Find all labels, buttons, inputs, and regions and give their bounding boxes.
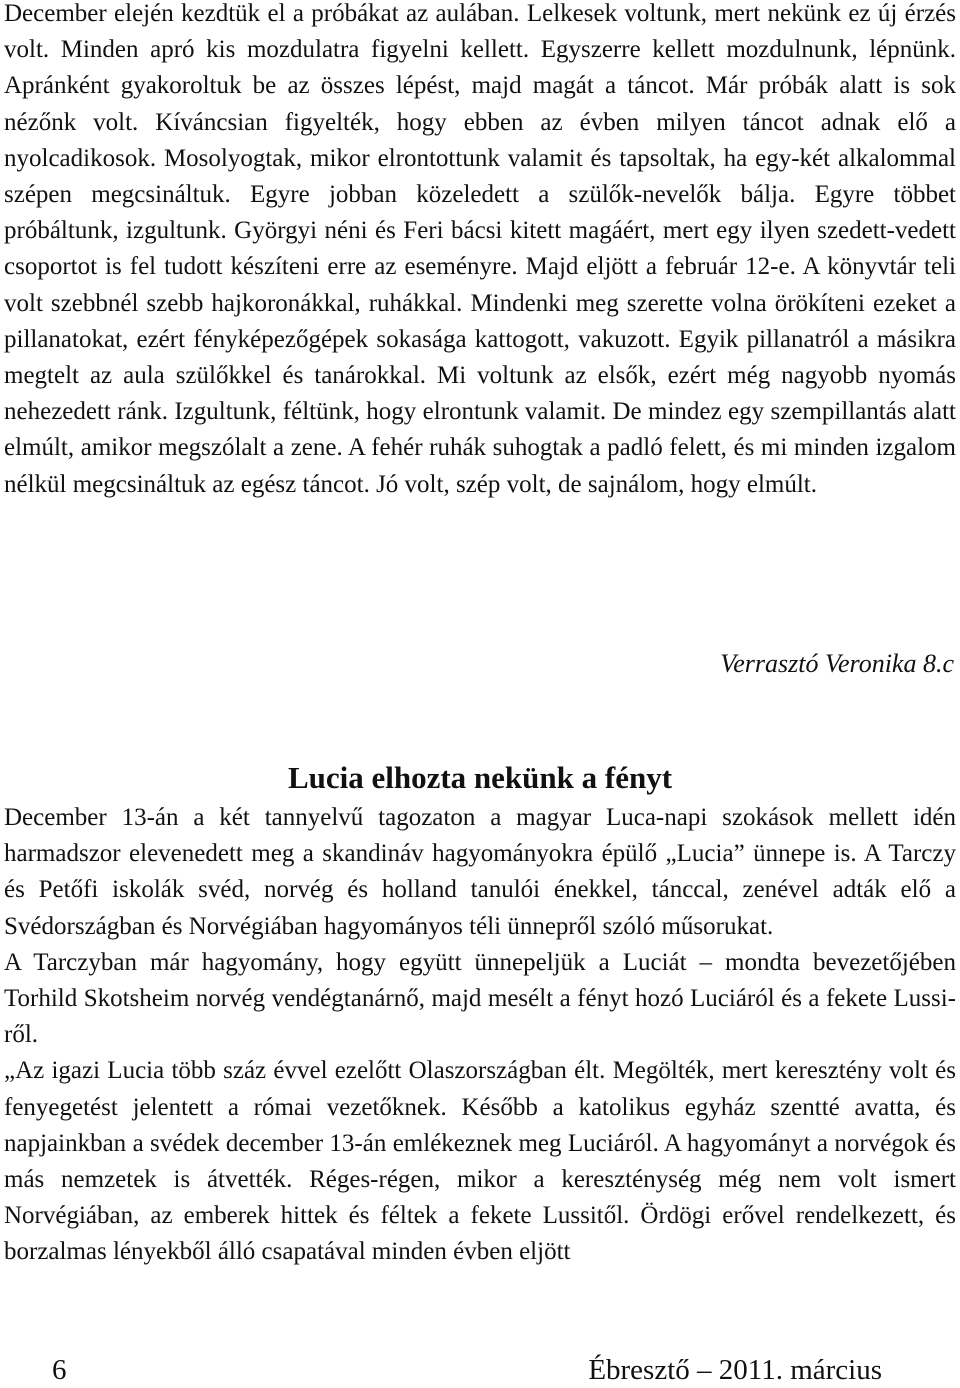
page-footer	[0, 1352, 960, 1388]
dance-article-paragraph: December elején kezdtük el a próbákat az aulában. Lelkesek voltunk, mert nekünk ez új érzés volt. Minden apró kis mozdulatra figyelni kellett. Egyszerre kellett mozdulnunk, lépnünk. Apránként gyakoroltuk be az összes lépést, majd magát a táncot. Már próbák alatt is sok nézőnk volt. Kíváncsian figyelték, hogy ebben az évben milyen táncot adnak elő a nyolcadikosok. Mosolyogtak, mikor elrontottunk valamit és tapsoltak, ha egy-két alkalommal szépen megcsináltuk. Egyre jobban közeledett a szülők-nevelők bálja. Egyre többet próbáltunk, izgultunk. Györgyi néni és Feri bácsi kitett magáért, mert egy ilyen szedett-vedett csoportot is fel tudott készíteni erre az eseményre. Majd eljött a február 12-e. A könyvtár teli volt szebbnél szebb hajkoronákkal, ruhákkal. Mindenki meg szerette volna örökíteni ezeket a pillanatokat, ezért fényképezőgépek sokasága kattogott, vakuzott. Egyik pillanatról a másikra megtelt az aula szülőkkel és tanárokkal. Mi voltunk az elsők, ezért még nagyobb nyomás nehezedett ránk. Izgultunk, féltünk, hogy elrontunk valamit. De mindez egy szempillantás alatt elmúlt, amikor megszólalt a zene. A fehér ruhák suhogtak a padló felett, és mi minden izgalom nélkül megcsináltuk az egész táncot. Jó volt, szép volt, de sajnálom, hogy elmúlt.	[4, 0, 956, 498]
lucia-article-paragraph-1: December 13-án a két tannyelvű tagozaton a magyar Luca-napi szokások mellett idén harmadszor elevenedett meg a skandináv hagyományokra épülő „Lucia” ünnepe is. A Tarczy és Petőfi iskolák svéd, norvég és holland tanulói énekkel, tánccal, zenével adták elő a Svédországban és Norvégiában hagyományos téli ünnepről szóló műsorukat.	[4, 804, 956, 940]
lucia-article-paragraph-3: „Az igazi Lucia több száz évvel ezelőtt Olaszországban élt. Megölték, mert keresztény volt és fenyegetést jelentett a római vezetőknek. Később a katolikus egyház szentté avatta, és napjainkban a svédek december 13-án emlékeznek meg Luciáról. A hagyományt a norvégok és más nemzetek is átvették. Réges-régen, mikor a kereszténység még nem volt ismert Norvégiában, az emberek hittek és féltek a fekete Lussitől. Ördögi erővel rendelkezett, és borzalmas lényekből álló csapatával minden évben eljött	[4, 1057, 956, 1266]
lucia-article-title: Lucia elhozta nekünk a fényt	[287, 760, 673, 795]
lucia-article-paragraph-2: A Tarczyban már hagyomány, hogy együtt ünnepeljük a Luciát – mondta bevezetőjében Torhild Skotsheim norvég vendégtanárnő, majd mesélt a fényt hozó Luciáról és a fekete Lussi-ről.	[4, 948, 956, 1049]
dance-article-author: Verrasztó Veronika 8.c	[720, 649, 954, 678]
lucia-article-body	[4, 800, 956, 1271]
page-number: 6	[52, 1354, 67, 1386]
dance-article-body	[4, 0, 956, 503]
issue-label: Ébresztő – 2011. március	[588, 1354, 882, 1386]
